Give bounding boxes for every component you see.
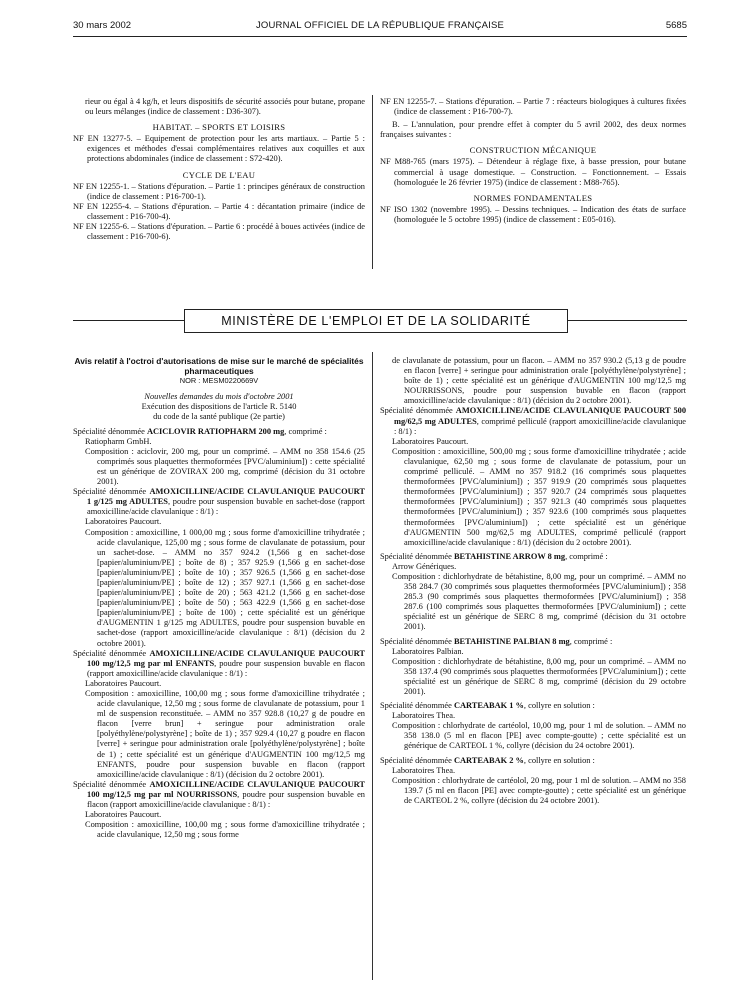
product-name: AMOXICILLINE/ACIDE CLAVULANIQUE PAUCOURT 500 mg/62,5 mg ADULTES bbox=[394, 406, 687, 426]
composition-text: Composition : dichlorhydrate de bétahistine, 8,00 mg, pour un comprimé. – AMM no 358 137.4 (90 comprimés sous plaquettes thermoformées [PVC/aluminium]) ; cette spécialité est un générique de SERC 8 mg, comprimé (décision du 29 octobre 2001). bbox=[392, 656, 686, 696]
specialty-heading: Spécialité dénommée CARTEABAK 1 %, collyre en solution : bbox=[380, 701, 595, 711]
notice-title: Avis relatif à l'octroi d'autorisations de mise sur le marché de spécialités pharmaceutiques bbox=[74, 356, 364, 377]
specialty-heading: Spécialité dénommée AMOXICILLINE/ACIDE CLAVULANIQUE PAUCOURT 100 mg/12,5 mg par ml NOURRISSONS, poudre pour suspension buvable en flacon (rapport amoxicilline/acide clavulanique : 8/1) : bbox=[73, 779, 365, 810]
standard-item: NF EN 12255-7. – Stations d'épuration. – Partie 7 : réacteurs biologiques à cultures fixées (indice de classement : P16-700-7). bbox=[380, 97, 686, 117]
column-divider bbox=[372, 95, 373, 269]
specialty-heading: Spécialité dénommée AMOXICILLINE/ACIDE CLAVULANIQUE PAUCOURT 1 g/125 mg ADULTES, poudre pour suspension buvable en sachet-dose (rapport amoxicilline/acide clavulanique : 8/1) : bbox=[73, 487, 365, 517]
laboratory-name: Laboratoires Paucourt. bbox=[392, 436, 469, 446]
top-left-column bbox=[73, 97, 365, 242]
top-right-column bbox=[380, 97, 686, 225]
composition-continuation: de clavulanate de potassium, pour un flacon. – AMM no 357 930.2 (5,13 g de poudre en flacon [verre] + seringue pour administration orale [polyéthylène/polystyrène] ; boîte de 1) ; cette spécialité est un générique d'AUGMENTIN 100 mg/12,5 mg NOURRISSONS, poudre pour suspension buvable en flacon (rapport amoxicilline/acide clavulanique : 8/1) (décision du 2 octobre 2001). bbox=[392, 356, 686, 406]
standard-item: NF EN 12255-4. – Stations d'épuration. – Partie 4 : décantation primaire (indice de classement : P16-700-4). bbox=[73, 201, 365, 221]
continuation-text: rieur ou égal à 4 kg/h, et leurs dispositifs de sécurité associés pour butane, propane ou leurs mélanges (indice de classement : D36-307). bbox=[85, 97, 365, 117]
section-heading: HABITAT. – SPORTS ET LOISIRS bbox=[152, 122, 286, 133]
laboratory-name: Laboratoires Thea. bbox=[392, 765, 456, 775]
standard-item: NF ISO 1302 (novembre 1995). – Dessins techniques. – Indication des états de surface (homologuée le 5 octobre 1995) (indice de classement : E05-016). bbox=[380, 204, 686, 224]
header-rule bbox=[73, 36, 687, 37]
page-header bbox=[73, 20, 687, 34]
header-date: 30 mars 2002 bbox=[73, 20, 132, 31]
laboratory-name: Laboratoires Paucourt. bbox=[85, 810, 162, 820]
laboratory-name: Arrow Génériques. bbox=[392, 561, 457, 571]
bottom-left-column bbox=[73, 356, 365, 840]
banner-rule-right bbox=[567, 320, 687, 321]
annulation-paragraph: B. – L'annulation, pour prendre effet à compter du 5 avril 2002, des deux normes françaises suivantes : bbox=[380, 120, 686, 140]
specialty-heading: Spécialité dénommée BETAHISTINE PALBIAN 8 mg, comprimé : bbox=[380, 636, 613, 646]
specialty-heading: Spécialité dénommée AMOXICILLINE/ACIDE CLAVULANIQUE PAUCOURT 500 mg/62,5 mg ADULTES, comprimé pelliculé (rapport amoxicilline/acide clavulanique : 8/1) : bbox=[380, 406, 687, 436]
composition-text: Composition : amoxicilline, 500,00 mg ; sous forme d'amoxicilline trihydratée ; acide clavulanique, 62,50 mg ; sous forme de clavulanate de potassium, pour un comprimé pelliculé. – AMM no 357 918.2 (16 comprimés sous plaquettes thermoformées [PVC/aluminium]) ; 357 919.9 (20 comprimés sous plaquettes thermoformées [PVC/aluminium]) ; 357 920.7 (24 comprimés sous plaquettes thermoformées [PVC/aluminium]) ; 357 921.3 (40 comprimés sous plaquettes thermoformées [PVC/aluminium]) ; 357 923.6 (100 comprimés sous plaquettes thermoformées [PVC/aluminium]) ; cette spécialité est un générique d'AUGMENTIN 500 mg/62,5 mg ADULTES, comprimé pelliculé (rapport amoxicilline/acide clavulanique : 8/1) (décision du 2 octobre 2001). bbox=[392, 446, 686, 547]
standard-item: NF M88-765 (mars 1975). – Détendeur à réglage fixe, à basse pression, pour butane commercial à usage domestique. – Construction. – Fonctionnement. – Essais (homologuée le 26 février 1975) (indice de classement : M88-765). bbox=[380, 157, 686, 187]
section-heading: NORMES FONDAMENTALES bbox=[473, 192, 593, 203]
product-name: CARTEABAK 1 % bbox=[453, 701, 524, 711]
standard-item: NF EN 13277-5. – Equipement de protection pour les arts martiaux. – Partie 5 : exigences et méthodes d'essai complémentaires relatives aux coquilles et aux protections abdominales (indice de classement : S72-420). bbox=[73, 134, 365, 164]
composition-text: Composition : chlorhydrate de cartéolol, 20 mg, pour 1 ml de solution. – AMM no 358 139.7 (5 ml en flacon [PE] avec compte-goutte) ; cette spécialité est un générique de CARTEOL 2 %, collyre (décision du 24 octobre 2001). bbox=[392, 775, 686, 805]
composition-text: Composition : dichlorhydrate de bétahistine, 8,00 mg, pour un comprimé. – AMM no 358 284.7 (30 comprimés sous plaquettes thermoformées [PVC/aluminium]) ; 358 285.3 (90 comprimés sous plaquettes thermoformées [PVC/aluminium]) ; 358 287.6 (100 comprimés sous plaquettes thermoformées [PVC/aluminium]) ; cette spécialité est un générique de SERC 8 mg, comprimé (décision du 31 octobre 2001). bbox=[392, 571, 686, 632]
nor-reference: NOR : MESM0220669V bbox=[179, 376, 259, 386]
notice-subtitle: Nouvelles demandes du mois d'octobre 2001 bbox=[144, 392, 294, 402]
composition-text: Composition : chlorhydrate de cartéolol, 10,00 mg, pour 1 ml de solution. – AMM no 358 138.0 (5 ml en flacon [PE] avec compte-goutte) ; cette spécialité est un générique de CARTEOL 1 %, collyre (décision du 24 octobre 2001). bbox=[392, 721, 686, 751]
laboratory-name: Laboratoires Paucourt. bbox=[85, 678, 162, 688]
ministry-banner: MINISTÈRE DE L'EMPLOI ET DE LA SOLIDARITÉ bbox=[184, 309, 568, 333]
product-name: CARTEABAK 2 % bbox=[453, 755, 524, 765]
execution-line: du code de la santé publique (2e partie) bbox=[153, 412, 285, 422]
column-divider bbox=[372, 352, 373, 980]
execution-line: Exécution des dispositions de l'article R. 5140 bbox=[141, 402, 297, 412]
specialty-heading: Spécialité dénommée ACICLOVIR RATIOPHARM 200 mg, comprimé : bbox=[73, 426, 327, 436]
section-heading: CYCLE DE L'EAU bbox=[182, 169, 256, 180]
laboratory-name: Laboratoires Paucourt. bbox=[85, 517, 162, 527]
composition-text: Composition : aciclovir, 200 mg, pour un comprimé. – AMM no 358 154.6 (25 comprimés sous plaquettes thermoformées [PVC/aluminium]) : cette spécialité est un générique de ZOVIRAX 200 mg, comprimé (décision du 31 octobre 2001). bbox=[85, 446, 365, 487]
product-name: AMOXICILLINE/ACIDE CLAVULANIQUE PAUCOURT 1 g/125 mg ADULTES bbox=[87, 487, 365, 507]
product-name: AMOXICILLINE/ACIDE CLAVULANIQUE PAUCOURT 100 mg/12,5 mg par ml NOURRISSONS bbox=[87, 779, 365, 799]
specialty-heading: Spécialité dénommée AMOXICILLINE/ACIDE CLAVULANIQUE PAUCOURT 100 mg/12,5 mg par ml ENFANTS, poudre pour suspension buvable en flacon (rapport amoxicilline/acide clavulanique : 8/1) : bbox=[73, 648, 365, 678]
composition-text: Composition : amoxicilline, 100,00 mg ; sous forme d'amoxicilline trihydratée ; acide clavulanique, 12,50 mg ; sous forme de clavulanate de potassium, pour 1 ml de suspension reconstituée. – AMM no 357 928.8 (10,27 g de poudre en flacon [verre brun] + seringue pour administration orale [polyéthylène/polystyrène] ; boîte de 1) ; 357 929.4 (10,27 g poudre en flacon [verre] + seringue pour administration orale [polyéthylène/polystyrène] ; boîte de 1) ; cette spécialité est un générique d'AUGMENTIN 100 mg/12,5 mg ENFANTS, poudre pour suspension buvable en flacon (rapport amoxicilline/acide clavulanique : 8/1) (décision du 2 octobre 2001). bbox=[85, 689, 365, 779]
laboratory-name: Laboratoires Palbian. bbox=[392, 646, 464, 656]
bottom-right-column bbox=[380, 356, 686, 806]
standard-item: NF EN 12255-1. – Stations d'épuration. – Partie 1 : principes généraux de construction (indice de classement : P16-700-1). bbox=[73, 181, 365, 201]
laboratory-name: Laboratoires Thea. bbox=[392, 711, 456, 721]
banner-rule-left bbox=[73, 320, 184, 321]
specialty-heading: Spécialité dénommée CARTEABAK 2 %, collyre en solution : bbox=[380, 755, 595, 765]
header-journal-title: JOURNAL OFFICIEL DE LA RÉPUBLIQUE FRANÇAISE bbox=[255, 20, 505, 31]
standard-item: NF EN 12255-6. – Stations d'épuration. – Partie 6 : procédé à boues activées (indice de classement : P16-700-6). bbox=[73, 222, 366, 242]
product-name: BETAHISTINE ARROW 8 mg bbox=[453, 551, 566, 561]
product-name: ACICLOVIR RATIOPHARM 200 mg bbox=[146, 426, 285, 436]
composition-text: Composition : amoxicilline, 1 000,00 mg ; sous forme d'amoxicilline trihydratée ; acide clavulanique, 125,00 mg ; sous forme de clavulanate de potassium, pour un sachet-dose. – AMM no 357 924.2 (1,566 g en sachet-dose [papier/aluminium/PE] ; boîte de 8) ; 357 925.9 (1,566 g en sachet-dose [papier/aluminium/PE] ; boîte de 10) ; 357 926.5 (1,566 g en sachet-dose [papier/aluminium/PE] ; boîte de 12) ; 357 927.1 (1,566 g en sachet-dose [papier/aluminium/PE] ; boîte de 20) ; 563 421.2 (1,566 g en sachet-dose [papier/aluminium/PE] ; boîte de 50) ; 563 422.9 (1,566 g en sachet-dose [papier/aluminium/PE] ; boîte de 100) ; cette spécialité est un générique d'AUGMENTIN 1 g/125 mg ADULTES, poudre pour suspension buvable en sachet-dose (rapport amoxicilline/acide clavulanique : 8/1) (décision du 2 octobre 2001). bbox=[85, 527, 365, 648]
product-name: AMOXICILLINE/ACIDE CLAVULANIQUE PAUCOURT 100 mg/12,5 mg par ml ENFANTS bbox=[87, 648, 365, 668]
product-name: BETAHISTINE PALBIAN 8 mg bbox=[453, 636, 570, 646]
specialty-heading: Spécialité dénommée BETAHISTINE ARROW 8 mg, comprimé : bbox=[380, 551, 608, 561]
laboratory-name: Ratiopharm GmbH. bbox=[85, 436, 152, 446]
composition-text: Composition : amoxicilline, 100,00 mg ; sous forme d'amoxicilline trihydratée ; acide clavulanique, 12,50 mg ; sous forme bbox=[85, 820, 365, 840]
section-heading: CONSTRUCTION MÉCANIQUE bbox=[469, 145, 597, 156]
header-page-number: 5685 bbox=[665, 20, 687, 31]
